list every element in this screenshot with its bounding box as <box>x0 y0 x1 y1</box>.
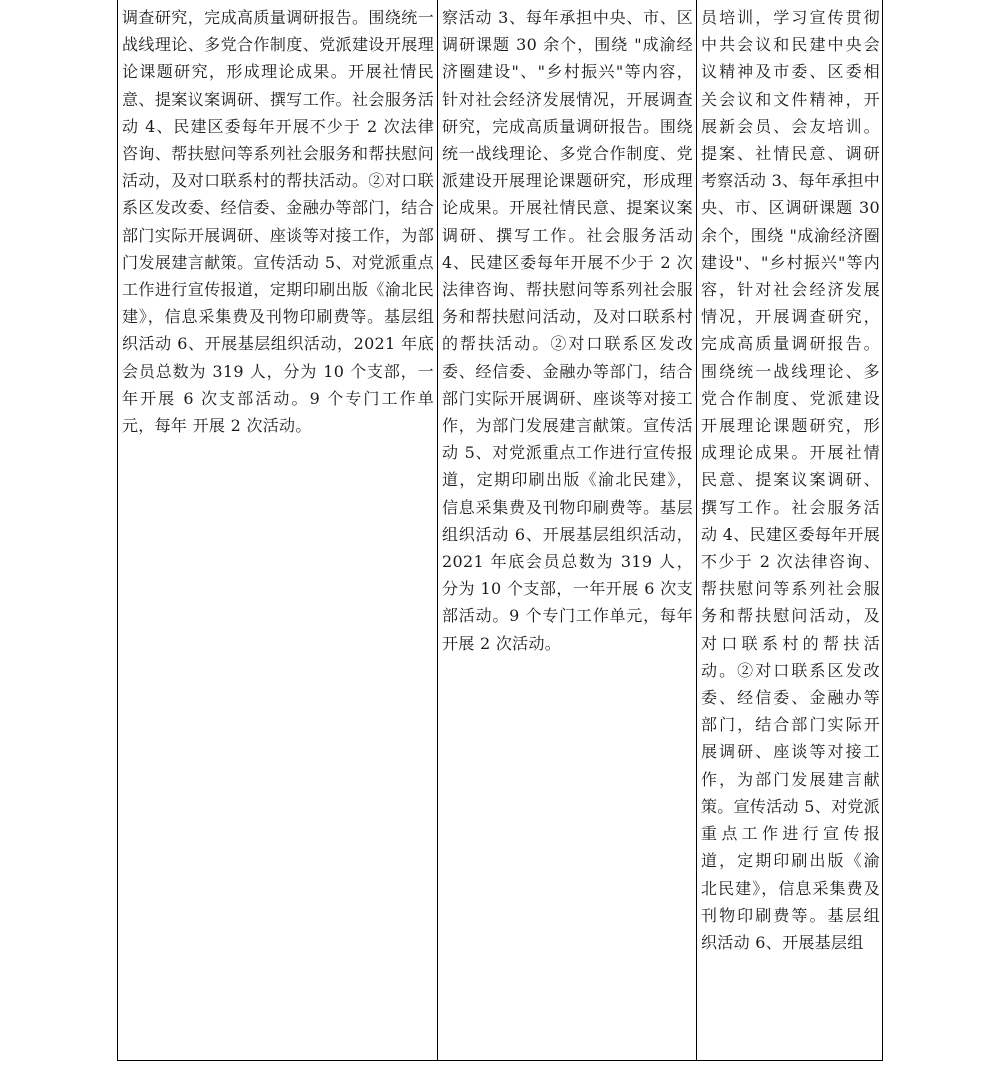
table-cell-text-2: 察活动 3、每年承担中央、市、区调研课题 30 余个，围绕 "成渝经济圈建设"、"乡村振兴"等内容，针对社会经济发展情况，开展调查研究，完成高质量调研报告。围绕统一战线理论、多党合作制度、党派建设开展理论课题研究，形成理论成果。开展社情民意、提案议案调研、撰写工作。社会服务活动 4、民建区委每年开展不少于 2 次法律咨询、帮扶慰问等系列社会服务和帮扶慰问活动，及对口联系村的帮扶活动。②对口联系区发改委、经信委、金融办等部门，结合部门实际开展调研、座谈等对接工作，为部门发展建言献策。宣传活动 5、对党派重点工作进行宣传报道，定期印刷出版《渝北民建》，信息采集费及刊物印刷费等。基层组织活动 6、开展基层组织活动，2021 年底会员总数为 319 人，分为 10 个支部，一年开展 6 次支部活动。9 个专门工作单元，每年开展 2 次活动。 <box>442 8 693 653</box>
table-column-3 <box>697 0 882 1060</box>
table-column-1 <box>118 0 438 1060</box>
table-column-2 <box>438 0 697 1060</box>
content-table <box>117 0 883 1061</box>
table-cell-text-3: 员培训，学习宣传贯彻中共会议和民建中央会议精神及市委、区委相关会议和文件精神，开展新会员、会友培训。提案、社情民意、调研考察活动 3、每年承担中央、市、区调研课题 30 余个，围绕 "成渝经济圈建设"、"乡村振兴"等内容，针对社会经济发展情况，开展调查研究，完成高质量调研报告。围绕统一战线理论、多党合作制度、党派建设开展理论课题研究，形成理论成果。开展社情民意、提案议案调研、撰写工作。社会服务活动 4、民建区委每年开展不少于 2 次法律咨询、帮扶慰问等系列社会服务和帮扶慰问活动，及对口联系村的帮扶活动。②对口联系区发改委、经信委、金融办等部门，结合部门实际开展调研、座谈等对接工作，为部门发展建言献策。宣传活动 5、对党派重点工作进行宣传报道，定期印刷出版《渝北民建》，信息采集费及刊物印刷费等。基层组织活动 6、开展基层组 <box>701 8 880 952</box>
table-cell-text-1: 调查研究，完成高质量调研报告。围绕统一战线理论、多党合作制度、党派建设开展理论课题研究，形成理论成果。开展社情民意、提案议案调研、撰写工作。社会服务活动 4、民建区委每年开展不少于 2 次法律咨询、帮扶慰问等系列社会服务和帮扶慰问活动，及对口联系村的帮扶活动。②对口联系区发改委、经信委、金融办等部门，结合部门实际开展调研、座谈等对接工作，为部门发展建言献策。宣传活动 5、对党派重点工作进行宣传报道，定期印刷出版《渝北民建》，信息采集费及刊物印刷费等。基层组织活动 6、开展基层组织活动，2021 年底会员总数为 319 人，分为 10 个支部，一年开展 6 次支部活动。9 个专门工作单元，每年 开展 2 次活动。 <box>122 8 434 436</box>
